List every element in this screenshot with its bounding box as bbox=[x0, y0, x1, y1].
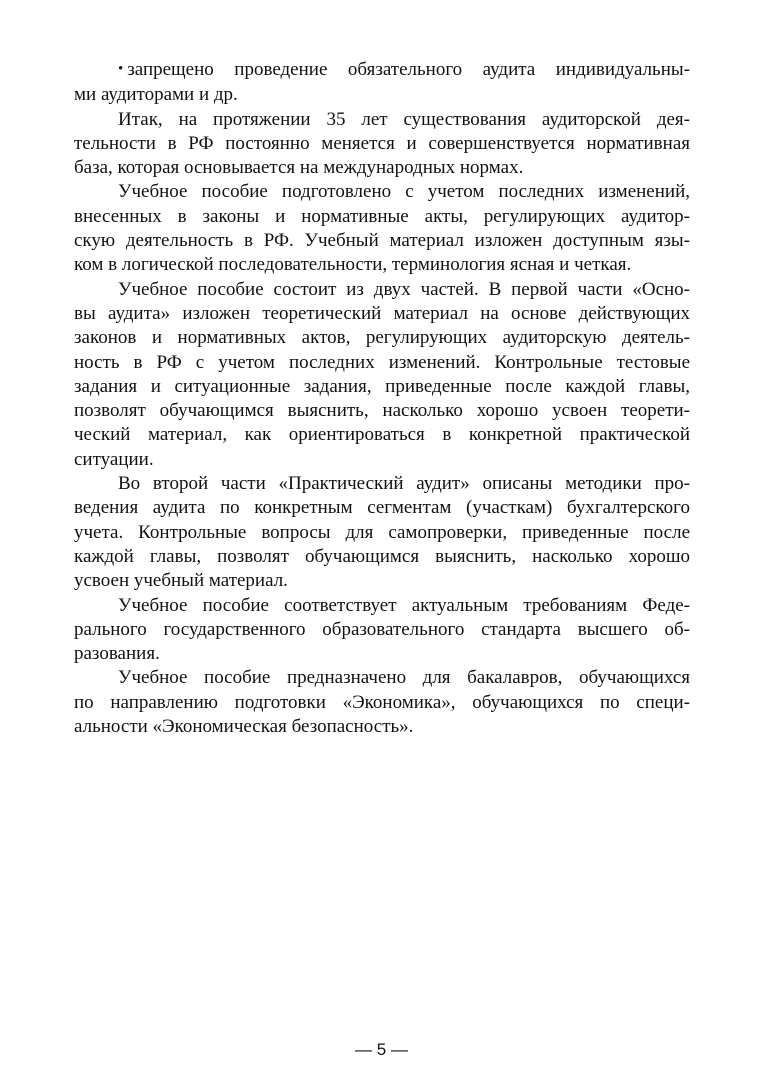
paragraph-line: каждой главы, позволят обучающимся выяснить, насколько хорошо bbox=[74, 545, 690, 567]
paragraph-line: Итак, на протяжении 35 лет существования аудиторской дея- bbox=[118, 108, 690, 130]
paragraph-line: учета. Контрольные вопросы для самопроверки, приведенные после bbox=[74, 521, 690, 543]
paragraph-line: ческий материал, как ориентироваться в конкретной практической bbox=[74, 424, 690, 446]
paragraph-line: ность в РФ с учетом последних изменений. Контрольные тестовые bbox=[74, 351, 690, 373]
paragraph-4 bbox=[74, 472, 690, 593]
paragraph-line: разования. bbox=[74, 643, 160, 665]
paragraph-line: база, которая основывается на международных нормах. bbox=[74, 157, 524, 179]
paragraph-line: ком в логической последовательности, терминология ясная и четкая. bbox=[74, 254, 632, 276]
body-text bbox=[74, 58, 690, 739]
paragraph-6 bbox=[74, 666, 690, 739]
page-number: — 5 — bbox=[355, 1040, 408, 1059]
paragraph-3 bbox=[74, 278, 690, 472]
paragraph-5 bbox=[74, 594, 690, 667]
paragraph-line: ведения аудита по конкретным сегментам (участкам) бухгалтерского bbox=[74, 497, 690, 519]
paragraph-line: тельности в РФ постоянно меняется и совершенствуется нормативная bbox=[74, 132, 690, 154]
paragraph-line: рального государственного образовательного стандарта высшего об- bbox=[74, 618, 690, 640]
paragraph-2 bbox=[74, 180, 690, 277]
paragraph-line: Учебное пособие состоит из двух частей. В первой части «Осно- bbox=[118, 278, 690, 300]
bullet-line-1-text: запрещено проведение обязательного аудита индивидуальны- bbox=[127, 59, 690, 80]
bullet-line-1 bbox=[74, 58, 690, 83]
paragraph-line: Учебное пособие предназначено для бакалавров, обучающихся bbox=[118, 667, 690, 689]
paragraph-line: Учебное пособие соответствует актуальным требованиям Феде- bbox=[118, 594, 690, 616]
bullet-line-2: ми аудиторами и др. bbox=[74, 84, 238, 106]
paragraph-line: по направлению подготовки «Экономика», обучающихся по специ- bbox=[74, 691, 690, 713]
paragraph-line: вы аудита» изложен теоретический материал на основе действующих bbox=[74, 302, 690, 324]
paragraph-1 bbox=[74, 108, 690, 181]
paragraph-line: внесенных в законы и нормативные акты, регулирующих аудитор- bbox=[74, 205, 690, 227]
bullet-icon: • bbox=[118, 61, 124, 77]
paragraph-line: задания и ситуационные задания, приведенные после каждой главы, bbox=[74, 375, 690, 397]
paragraph-line: усвоен учебный материал. bbox=[74, 570, 288, 592]
paragraph-line: альности «Экономическая безопасность». bbox=[74, 716, 414, 738]
bullet-item bbox=[74, 58, 690, 108]
paragraph-line: Во второй части «Практический аудит» описаны методики про- bbox=[118, 473, 690, 495]
paragraph-line: Учебное пособие подготовлено с учетом последних изменений, bbox=[118, 181, 690, 203]
paragraph-line: позволят обучающимся выяснить, насколько хорошо усвоен теорети- bbox=[74, 400, 690, 422]
paragraph-line: скую деятельность в РФ. Учебный материал изложен доступным язы- bbox=[74, 230, 690, 252]
paragraph-line: законов и нормативных актов, регулирующих аудиторскую деятель- bbox=[74, 327, 690, 349]
paragraph-line: ситуации. bbox=[74, 448, 154, 470]
